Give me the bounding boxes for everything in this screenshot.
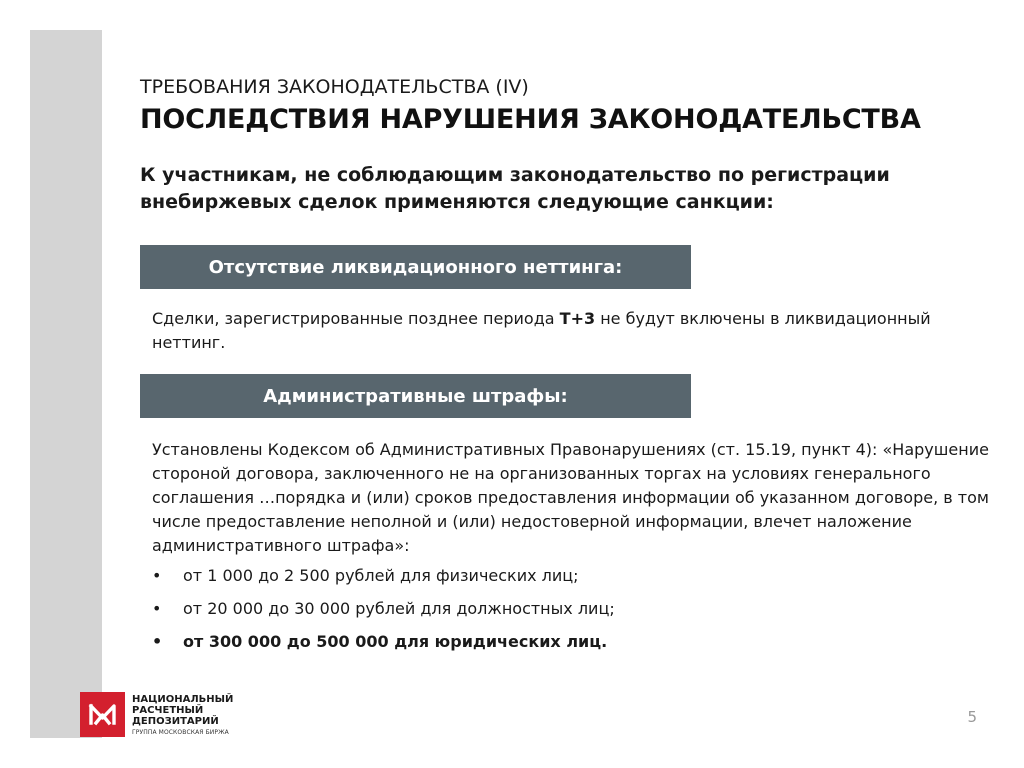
page-number: 5 bbox=[967, 708, 977, 726]
netting-text-end: не будут включены в ликвидационный неттинг. bbox=[152, 309, 931, 352]
list-item-text: от 20 000 до 30 000 рублей для должностных лиц; bbox=[183, 599, 615, 618]
bullet-marker: • bbox=[152, 632, 163, 651]
side-decor-bar bbox=[30, 30, 102, 738]
bullet-marker: • bbox=[152, 599, 162, 618]
section-header-fines: Административные штрафы: bbox=[140, 374, 691, 418]
ndc-logo-mark bbox=[80, 692, 125, 737]
logo-line-2: РАСЧЕТНЫЙ bbox=[132, 705, 204, 716]
list-item bbox=[152, 630, 972, 654]
logo-line-3: ДЕПОЗИТАРИЙ bbox=[132, 716, 219, 727]
list-item bbox=[152, 597, 972, 621]
ndc-logo-icon bbox=[80, 692, 125, 737]
slide-supertitle: ТРЕБОВАНИЯ ЗАКОНОДАТЕЛЬСТВА (IV) bbox=[140, 76, 529, 98]
intro-text: К участникам, не соблюдающим законодательство по регистрации внебиржевых сделок применяются следующие санкции: bbox=[140, 164, 890, 213]
netting-paragraph bbox=[152, 307, 992, 355]
slide-title: ПОСЛЕДСТВИЯ НАРУШЕНИЯ ЗАКОНОДАТЕЛЬСТВА bbox=[140, 104, 921, 135]
fines-list bbox=[152, 564, 972, 663]
list-item-text: от 300 000 до 500 000 для юридических лиц. bbox=[183, 632, 608, 651]
logo-wordmark bbox=[132, 694, 233, 727]
netting-term-t3: Т+3 bbox=[559, 309, 596, 328]
list-item-text: от 1 000 до 2 500 рублей для физических лиц; bbox=[183, 566, 579, 585]
fines-paragraph: Установлены Кодексом об Административных Правонарушениях (ст. 15.19, пункт 4): «Нарушение стороной договора, заключенного не на организованных торгах на условиях генерального соглашения …порядка и (или) сроков предоставления информации об указанном договоре, в том числе предоставление неполной и (или) недостоверной информации, влечет наложение административного штрафа»: bbox=[152, 440, 989, 555]
logo-subtitle: ГРУППА МОСКОВСКАЯ БИРЖА bbox=[132, 729, 229, 736]
logo-line-1: НАЦИОНАЛЬНЫЙ bbox=[132, 694, 234, 705]
bullet-marker: • bbox=[152, 566, 162, 585]
netting-text-start: Сделки, зарегистрированные позднее периода bbox=[152, 309, 560, 328]
section-header-netting: Отсутствие ликвидационного неттинга: bbox=[140, 245, 691, 289]
list-item bbox=[152, 564, 972, 588]
